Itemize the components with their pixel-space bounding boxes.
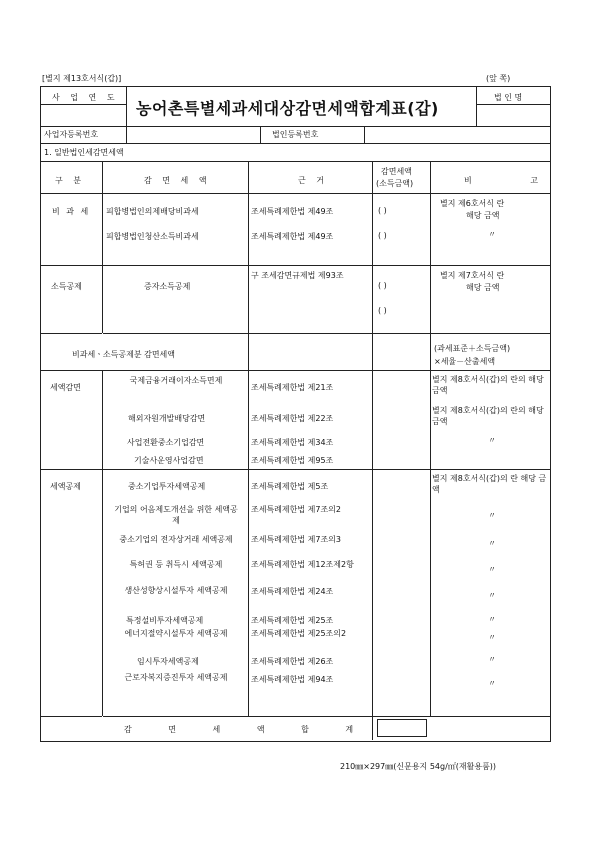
credit-basis-4: 조세특례제한법 제12조제2항	[251, 560, 354, 569]
col-basis: 근 거	[298, 176, 328, 185]
credit-basis-6: 조세특례제한법 제25조	[251, 616, 334, 625]
nontax-item-1: 피합병법인의제배당비과세	[106, 207, 199, 216]
nontax-basis-1: 조세특례제한법 제49조	[251, 207, 334, 216]
nontax-remark-ditto: 〃	[488, 230, 496, 239]
form-code: [별지 제13호서식(갑)]	[42, 74, 122, 83]
reduction-basis-1: 조세특례제한법 제21조	[251, 383, 334, 392]
credit-remark-4: 〃	[488, 565, 496, 574]
reduction-remark-2: 별지 제8호서식(갑)의 란의 해당 금액	[432, 406, 544, 426]
reduction-remark-3: 〃	[488, 436, 496, 445]
credit-item-7: 에너지절약시설투자 세액공제	[124, 629, 228, 638]
business-year-label: 사 업 연 도	[52, 93, 119, 102]
total-label: 감 면 세 액 합 계	[124, 725, 371, 734]
biz-reg-no-label: 사업자등록번호	[44, 130, 99, 139]
reduction-basis-2: 조세특례제한법 제22조	[251, 414, 334, 423]
credit-item-3: 중소기업의 전자상거래 세액공제	[119, 535, 233, 544]
subtotal-label: 비과세ㆍ소득공제분 감면세액	[72, 350, 176, 359]
credit-remark-3: 〃	[488, 539, 496, 548]
subtotal-remark-line2: ×세율－산출세액	[434, 357, 496, 366]
nontax-remark-line2: 해당 금액	[466, 211, 500, 220]
credit-basis-8: 조세특례제한법 제26조	[251, 657, 334, 666]
reduction-item-4: 기술사운영사업감면	[134, 456, 204, 465]
page-side: (앞 쪽)	[486, 74, 511, 83]
nontax-amount-2: ( )	[378, 231, 387, 240]
credit-category: 세액공제	[50, 482, 81, 491]
col-amount-line2: (소득금액)	[376, 179, 414, 188]
reduction-category: 세액감면	[50, 383, 81, 392]
deduction-category: 소득공제	[51, 282, 82, 291]
credit-item-8: 임시투자세액공제	[137, 657, 199, 666]
col-amount-line1: 감면세액	[381, 167, 412, 176]
reduction-item-1: 국제금융거래이자소득면제	[129, 376, 223, 385]
nontax-item-2: 피합병법인청산소득비과세	[106, 232, 199, 241]
col-exemption: 감 면 세 액	[144, 176, 211, 185]
credit-item-2: 기업의 어음제도개선을 위한 세액공제	[114, 505, 238, 525]
col-category: 구 분	[55, 176, 85, 185]
reduction-basis-4: 조세특례제한법 제95조	[251, 456, 334, 465]
deduction-amount-2: ( )	[378, 306, 387, 315]
credit-item-6: 특정설비투자세액공제	[126, 616, 204, 625]
deduction-remark-line2: 해당 금액	[466, 283, 500, 292]
corp-reg-no-label: 법인등록번호	[272, 130, 319, 139]
credit-item-1: 중소기업투자세액공제	[128, 482, 206, 491]
credit-item-4: 특허권 등 취득시 세액공제	[129, 560, 223, 569]
credit-item-5: 생산성향상시설투자 세액공제	[124, 586, 228, 595]
credit-item-9: 근로자복지증진투자 세액공제	[124, 673, 228, 682]
nontax-basis-2: 조세특례제한법 제49조	[251, 232, 334, 241]
nontax-amount-1: ( )	[378, 206, 387, 215]
reduction-basis-3: 조세특례제한법 제34조	[251, 438, 334, 447]
credit-basis-5: 조세특례제한법 제24조	[251, 587, 334, 596]
nontax-category: 비 과 세	[52, 207, 91, 216]
credit-remark-7: 〃	[488, 633, 496, 642]
page-title: 농어촌특별세과세대상감면세액합계표(갑)	[136, 99, 439, 118]
credit-remark-6: 〃	[488, 615, 496, 624]
credit-basis-9: 조세특례제한법 제94조	[251, 675, 334, 684]
reduction-remark-1: 별지 제8호서식(갑)의 란의 해당 금액	[432, 375, 544, 395]
credit-basis-1: 조세특례제한법 제5조	[251, 482, 329, 491]
credit-remark-1: 별지 제8호서식(갑)의 란 해당 금액	[432, 474, 547, 494]
credit-remark-5: 〃	[488, 591, 496, 600]
total-amount-field[interactable]	[377, 719, 427, 737]
credit-remark-9: 〃	[488, 679, 496, 688]
credit-remark-8: 〃	[488, 655, 496, 664]
deduction-remark-line1: 별지 제7호서식 란	[440, 271, 505, 280]
col-remarks: 비 고	[464, 176, 566, 185]
corp-name-label: 법 인 명	[494, 93, 523, 102]
reduction-item-3: 사업전환중소기업감면	[127, 438, 205, 447]
section-title: 1. 일반법인세감면세액	[44, 148, 124, 157]
paper-spec: 210㎜×297㎜(신문용지 54g/㎡(재활용품))	[340, 762, 497, 771]
credit-basis-3: 조세특례제한법 제7조의3	[251, 535, 342, 544]
deduction-item: 증자소득공제	[144, 282, 191, 291]
deduction-basis: 구 조세감면규제법 제93조	[251, 271, 344, 280]
reduction-item-2: 해외자원개발배당감면	[128, 414, 206, 423]
credit-basis-2: 조세특례제한법 제7조의2	[251, 505, 342, 514]
nontax-remark-line1: 별지 제6호서식 란	[440, 199, 505, 208]
credit-remark-2: 〃	[488, 511, 496, 520]
credit-basis-7: 조세특례제한법 제25조의2	[251, 629, 347, 638]
subtotal-remark-line1: (과세표준＋소득금액)	[434, 344, 511, 353]
deduction-amount-1: ( )	[378, 281, 387, 290]
